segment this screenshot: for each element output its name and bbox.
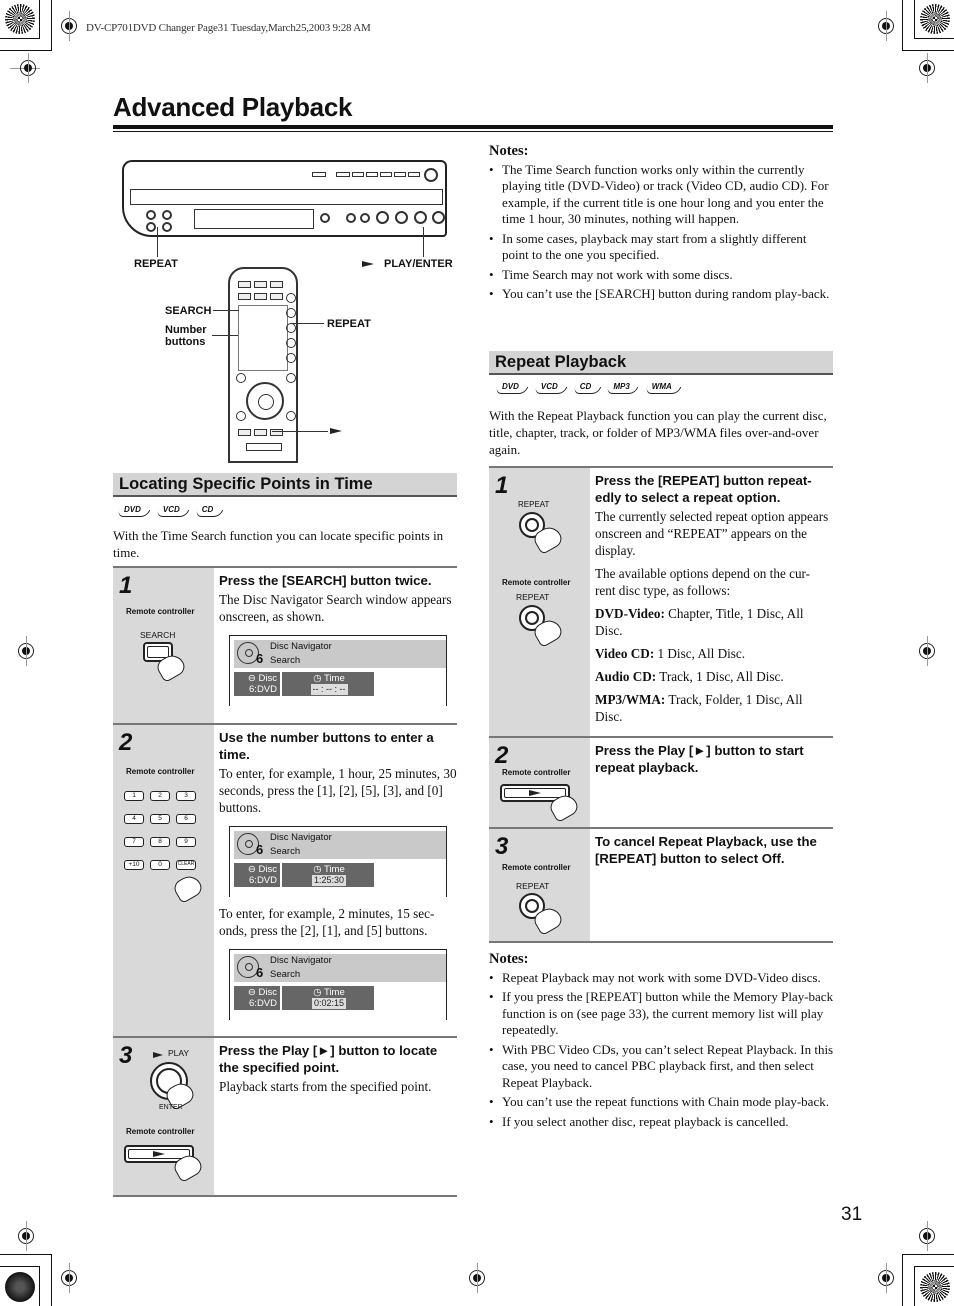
clock-icon: ◷ [313,673,322,684]
label-number-buttons: Number buttons [165,324,207,348]
number-button-7: 7 [124,837,144,847]
panel-button [394,172,406,177]
time-value: -- : -- : -- [312,684,346,694]
step-2 [489,738,833,829]
title-rule [113,131,833,132]
remote-dpad [246,382,284,420]
step-illustration [489,468,590,736]
option-value: Chapter, Title, 1 Disc, All Disc. [595,606,804,638]
registration-mark-icon [878,18,894,34]
panel-knob [395,211,408,224]
step-number: 1 [495,472,509,499]
registration-mark-icon [919,643,935,659]
step-content [214,725,463,1036]
number-button-2: 2 [150,791,170,801]
notes-time-search [489,143,834,306]
step-text-2: The available options depend on the cur-rent disc type, as follows: [595,566,811,598]
note-item: • If you select another disc, repeat playback is cancelled. [489,1114,834,1131]
leader-line [212,335,238,336]
osd-time-field [282,986,374,1010]
step-illustration [113,568,214,723]
remote-controller-label: Remote controller [502,578,571,587]
disc-navigator-screen [229,826,447,897]
remote-controller-label: Remote controller [502,863,571,872]
number-button-8: 8 [150,837,170,847]
osd-header [234,831,446,859]
option-label: Video CD: [595,646,655,661]
step-title: To cancel Repeat Playback, use the [REPEAT] button to select Off. [595,834,817,866]
remote-search-button [238,293,251,300]
repeat-option [595,605,829,639]
panel-knob [320,213,330,223]
step-title: Press the [REPEAT] button repeat-edly to select a repeat option. [595,473,812,505]
step-number: 2 [119,729,133,756]
remote-button [286,373,296,383]
step-content [214,1038,457,1195]
disc-label: Disc [258,987,277,998]
panel-knob [414,211,427,224]
step-number: 3 [119,1042,133,1069]
number-button-0: 0 [150,860,170,870]
number-button-1: 1 [124,791,144,801]
note-item: • You can’t use the [SEARCH] button during random play-back. [489,286,834,303]
label-play-enter: PLAY/ENTER [384,258,453,270]
search-button-label: SEARCH [140,630,176,640]
number-button-6: 6 [176,814,196,824]
repeat-option [595,691,829,725]
time-value: 1:25:30 [313,875,345,885]
osd-title-line1: Disc Navigator [270,832,332,843]
note-item: • If you press the [REPEAT] button while the Memory Play-back function is on (see page 33), the current memory list will play repeatedly. [489,989,834,1039]
player-front-panel-icon [122,160,447,237]
osd-title-line2: Search [270,969,301,980]
page-number: 31 [841,1204,863,1225]
disc-value: 6:DVD [249,684,277,695]
osd-disc-field: ⊖ Disc 6:DVD [234,672,280,696]
play-enter-panel-button [432,211,445,224]
leader-line [272,431,328,432]
panel-button [312,172,326,177]
osd-fields [234,672,446,696]
disc-number: 6 [256,965,264,980]
registration-mark-icon [919,1228,935,1244]
option-label: Audio CD: [595,669,657,684]
play-arrow-icon [529,790,541,796]
remote-button [270,293,283,300]
registration-starburst-icon [5,4,35,34]
step-1 [113,568,457,725]
repeat-steps [489,466,833,943]
step-2 [113,725,457,1038]
registration-mark-icon [878,1270,894,1286]
time-value: 0:02:15 [313,998,345,1008]
disc-value: 6:DVD [249,998,277,1009]
number-button-3: 3 [176,791,196,801]
panel-knob [424,168,438,182]
time-label: Time [324,864,345,875]
note-item: • You can’t use the repeat functions with Chain mode play-back. [489,1094,834,1111]
label-repeat-remote: REPEAT [327,318,371,330]
leader-line [157,227,158,257]
disc-navigator-screen [229,635,447,706]
step-number: 2 [495,742,509,769]
badge-dvd-icon: DVD [496,382,523,394]
locating-steps [113,566,457,1197]
option-value: Track, 1 Disc, All Disc. [656,669,784,684]
panel-knob [146,222,156,232]
registration-mark-icon [61,18,77,34]
step-1 [489,468,833,738]
panel-button [366,172,378,177]
osd-time-field [282,863,374,887]
repeat-option [595,668,829,685]
clock-icon: ◷ [313,987,322,998]
remote-button [236,373,246,383]
step-content [590,829,833,941]
osd-title-line2: Search [270,846,301,857]
badge-wma-icon: WMA [646,382,676,394]
option-value: Track, Folder, 1 Disc, All Disc. [595,692,803,724]
panel-knob [346,213,356,223]
leader-line [213,310,239,311]
osd-disc-field: ⊖ Disc 6:DVD [234,863,280,887]
osd-title-line1: Disc Navigator [270,955,332,966]
notes-title: Notes: [489,143,529,159]
number-button-4: 4 [124,814,144,824]
disc-label: Disc [258,673,277,684]
step-content [590,738,833,827]
step-illustration [489,738,590,827]
badge-cd-icon: CD [196,505,218,517]
panel-knob [146,210,156,220]
device-illustration [112,155,460,463]
remote-button [286,353,296,363]
step-text: The Disc Navigator Search window appears onscreen, as shown. [219,592,452,624]
panel-knob [376,211,389,224]
remote-controller-label: Remote controller [126,767,195,776]
registration-mark-icon [20,60,36,76]
step-number: 1 [119,572,133,599]
disc-tray [130,189,443,205]
step-text: Playback starts from the specified point. [219,1079,432,1094]
repeat-button-label: REPEAT [516,592,550,602]
label-repeat-front: REPEAT [134,258,178,270]
step-illustration [113,1038,214,1195]
remote-control-icon [228,267,298,463]
registration-mark-icon [919,60,935,76]
disc-value: 6:DVD [249,875,277,886]
registration-starburst-icon [920,4,950,34]
osd-header [234,640,446,668]
step-3 [489,829,833,943]
remote-button [286,411,296,421]
osd-fields [234,986,446,1010]
clear-button: CLEAR [176,860,196,870]
registration-mark-icon [469,1270,485,1286]
remote-controller-label: Remote controller [126,1127,195,1136]
label-search: SEARCH [165,305,212,317]
panel-knob [360,213,370,223]
remote-button [254,429,267,436]
repeat-panel-button [162,210,172,220]
option-value: 1 Disc, All Disc. [654,646,746,661]
step-title: Press the Play [►] button to locate the specified point. [219,1043,438,1075]
panel-knob [162,222,172,232]
osd-title [270,954,332,982]
note-item: • The Time Search function works only within the currently playing title (DVD-Video) or track (Video CD, audio CD). For example, if the current title is one hour long and you enter the time 1 hour, 30 minutes, nothing will happen. [489,162,834,228]
number-button-9: 9 [176,837,196,847]
step-number: 3 [495,833,509,860]
step-illustration [113,725,214,1036]
panel-button [408,172,420,177]
remote-button [238,281,251,288]
disc-type-badges [496,382,676,394]
step-illustration [489,829,590,941]
front-display [194,209,314,229]
option-label: MP3/WMA: [595,692,666,707]
step-text: The currently selected repeat option appears onscreen and “REPEAT” appears on the display. [595,509,829,558]
notes-list [489,162,834,303]
remote-repeat-button [286,308,296,318]
disc-navigator-screen [229,949,447,1020]
panel-button [352,172,364,177]
osd-header [234,954,446,982]
osd-title [270,831,332,859]
section-heading-repeat: Repeat Playback [489,351,833,375]
badge-vcd-icon: VCD [535,382,562,394]
step-text: To enter, for example, 1 hour, 25 minutes, 30 seconds, press the [1], [2], [5], [3], and [0] buttons. [219,766,457,815]
disc-number: 6 [256,651,264,666]
step-title: Press the Play [►] button to start repeat playback. [595,743,804,775]
play-arrow-icon [153,1052,163,1058]
remote-controller-label: Remote controller [126,607,195,616]
repeat-intro: With the Repeat Playback function you can play the current disc, title, chapter, track, or folder of MP3/WMA files over-and-over again. [489,408,827,457]
osd-time-field [282,672,374,696]
print-header: DV-CP701DVD Changer Page31 Tuesday,March25,2003 9:28 AM [86,22,371,34]
time-label: Time [324,987,345,998]
osd-fields [234,863,446,887]
remote-controller-label: Remote controller [502,768,571,777]
number-button-plus10: +10 [124,860,144,870]
panel-button [380,172,392,177]
remote-button [254,293,267,300]
remote-button [286,293,296,303]
registration-starburst-icon [5,1272,35,1302]
panel-button [336,172,350,177]
badge-cd-icon: CD [574,382,596,394]
remote-button [286,323,296,333]
option-label: DVD-Video: [595,606,665,621]
remote-button [254,281,267,288]
leader-line [292,323,324,324]
pressing-hand-icon [171,872,205,904]
osd-title-line1: Disc Navigator [270,641,332,652]
remote-play-button [246,443,282,451]
note-item: • In some cases, playback may start from a slightly different point to the one you specified. [489,231,834,264]
step-3 [113,1038,457,1197]
step-title: Press the [SEARCH] button twice. [219,573,432,588]
remote-button [238,429,251,436]
registration-mark-icon [18,643,34,659]
step-text-2: To enter, for example, 2 minutes, 15 sec-onds, press the [2], [1], and [5] buttons. [219,906,435,938]
play-arrow-icon [362,261,374,267]
play-arrow-icon [153,1151,165,1157]
step-title: Use the number buttons to enter a time. [219,730,434,762]
badge-vcd-icon: VCD [157,505,184,517]
badge-dvd-icon: DVD [118,505,145,517]
remote-button [270,281,283,288]
section-heading-locating: Locating Specific Points in Time [113,473,457,497]
notes-repeat [489,951,834,1133]
play-label: PLAY [168,1048,190,1058]
osd-disc-field: ⊖ Disc 6:DVD [234,986,280,1010]
clock-icon: ◷ [313,864,322,875]
locating-intro: With the Time Search function you can locate specific points in time. [113,528,444,560]
play-arrow-icon [330,428,342,434]
registration-starburst-icon [920,1272,950,1302]
time-label: Time [324,673,345,684]
remote-button [236,411,246,421]
enter-label: ENTER [159,1104,183,1111]
note-item: • Repeat Playback may not work with some DVD-Video discs. [489,970,834,987]
repeat-button-label: REPEAT [516,881,550,891]
title-rule [113,125,833,129]
number-button-group [238,305,288,371]
note-item: • With PBC Video CDs, you can’t select Repeat Playback. In this case, you need to cancel PBC playback first, and then select Repeat Playback. [489,1042,834,1092]
osd-title [270,640,332,668]
number-button-5: 5 [150,814,170,824]
osd-title-line2: Search [270,655,301,666]
step-content [214,568,463,723]
badge-mp3-icon: MP3 [607,382,633,394]
registration-mark-icon [18,1228,34,1244]
repeat-option [595,645,829,662]
note-item: • Time Search may not work with some discs. [489,267,834,284]
disc-label: Disc [258,864,277,875]
leader-line [423,227,424,257]
disc-type-badges [118,505,217,517]
notes-list [489,970,834,1131]
disc-number: 6 [256,842,264,857]
page-title: Advanced Playback [113,92,353,122]
step-content [590,468,833,736]
remote-button [286,338,296,348]
notes-title: Notes: [489,951,529,967]
registration-mark-icon [61,1270,77,1286]
repeat-button-label: REPEAT [518,500,550,509]
